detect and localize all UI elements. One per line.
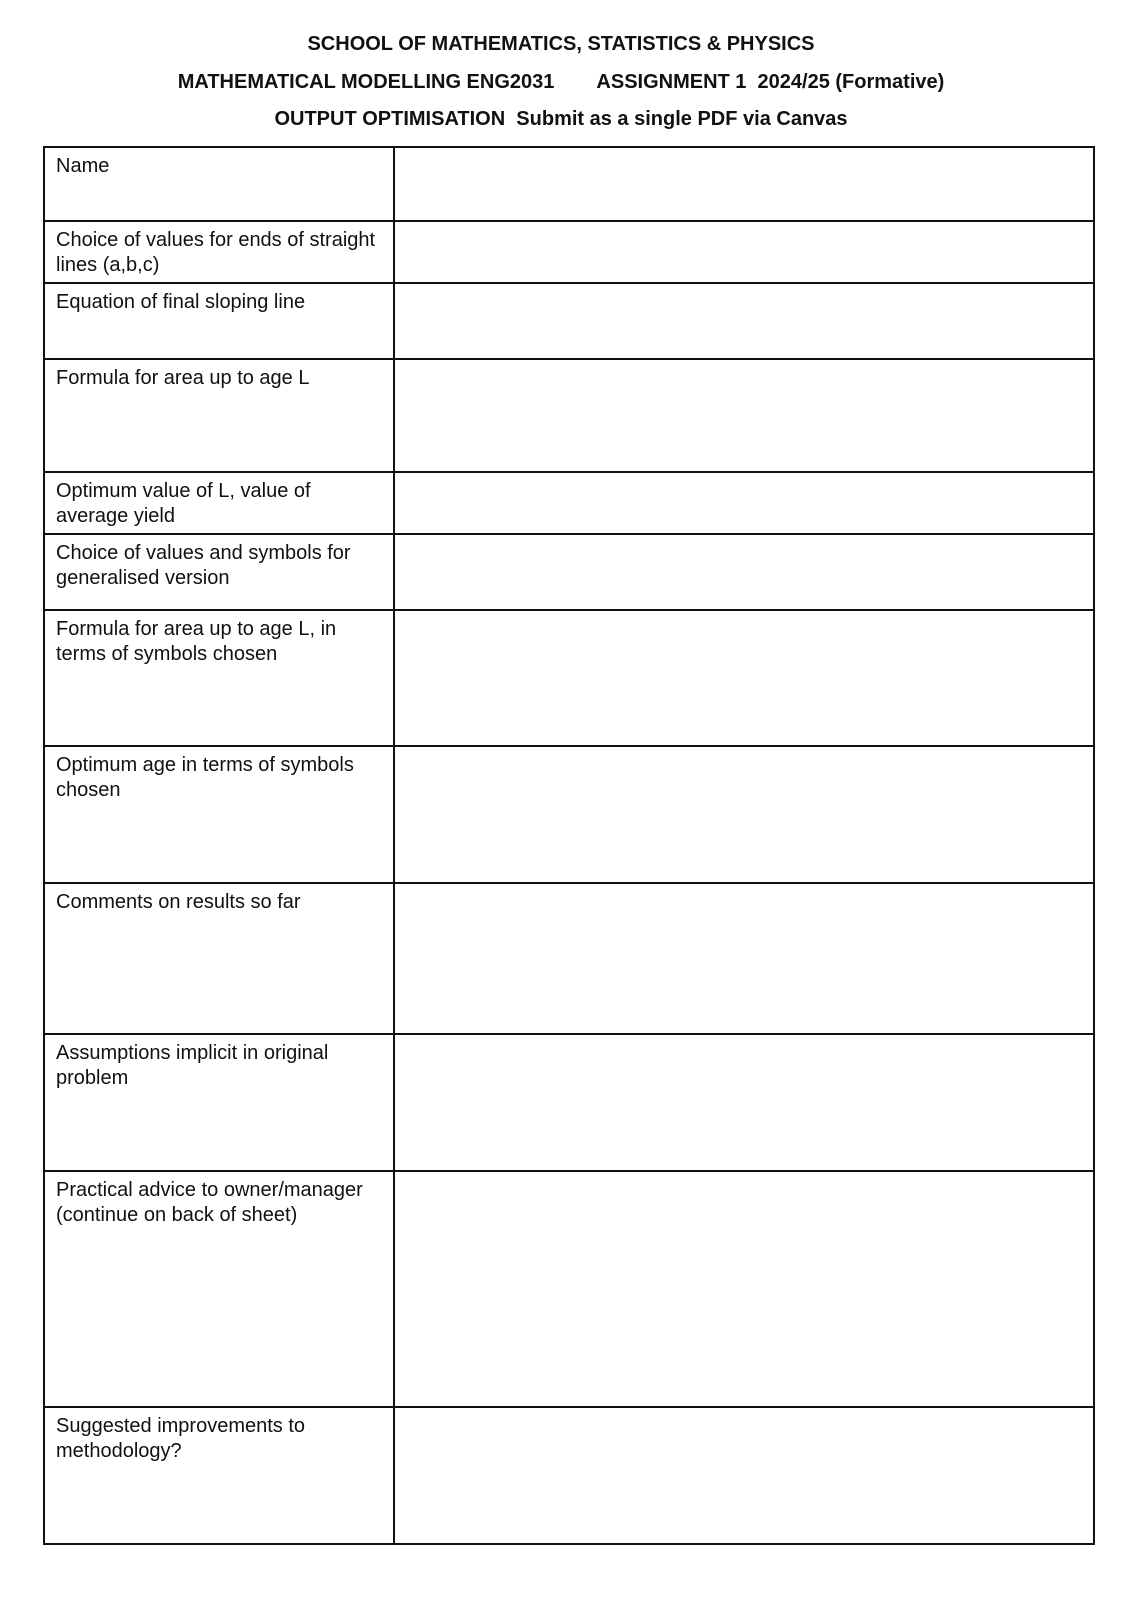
form-row-generalised-symbols xyxy=(44,534,1094,610)
form-row-line-ends xyxy=(44,221,1094,283)
form-row-optimum-age xyxy=(44,746,1094,883)
module-title: MATHEMATICAL MODELLING ENG2031 xyxy=(177,71,555,93)
row-label: Formula for area up to age L, in terms of symbols chosen xyxy=(44,610,394,746)
answer-cell-practical-advice[interactable] xyxy=(394,1171,1094,1407)
form-row-improvements xyxy=(44,1407,1094,1544)
answer-cell-name[interactable] xyxy=(394,147,1094,221)
row-label: Suggested improvements to methodology? xyxy=(44,1407,394,1544)
form-row-name xyxy=(44,147,1094,221)
row-label: Choice of values for ends of straight lines (a,b,c) xyxy=(44,221,394,283)
topic-line: OUTPUT OPTIMISATION Submit as a single PDF via Canvas xyxy=(274,108,848,130)
row-label: Equation of final sloping line xyxy=(44,283,394,359)
form-row-area-formula xyxy=(44,359,1094,472)
row-label: Name xyxy=(44,147,394,221)
school-title: SCHOOL OF MATHEMATICS, STATISTICS & PHYSICS xyxy=(307,33,815,55)
form-row-sloping-line xyxy=(44,283,1094,359)
answer-cell-improvements[interactable] xyxy=(394,1407,1094,1544)
form-row-practical-advice xyxy=(44,1171,1094,1407)
answer-cell-optimum-l[interactable] xyxy=(394,472,1094,534)
answer-cell-line-ends[interactable] xyxy=(394,221,1094,283)
answer-cell-generalised-symbols[interactable] xyxy=(394,534,1094,610)
row-label: Comments on results so far xyxy=(44,883,394,1034)
form-row-comments xyxy=(44,883,1094,1034)
row-label: Optimum age in terms of symbols chosen xyxy=(44,746,394,883)
row-label: Choice of values and symbols for generalised version xyxy=(44,534,394,610)
answer-cell-area-formula[interactable] xyxy=(394,359,1094,472)
module-line xyxy=(0,70,1122,94)
row-label: Formula for area up to age L xyxy=(44,359,394,472)
row-label: Practical advice to owner/manager (continue on back of sheet) xyxy=(44,1171,394,1407)
answer-cell-comments[interactable] xyxy=(394,883,1094,1034)
answer-cell-area-formula-symbols[interactable] xyxy=(394,610,1094,746)
assignment-title: ASSIGNMENT 1 2024/25 (Formative) xyxy=(596,71,945,93)
row-label: Optimum value of L, value of average yield xyxy=(44,472,394,534)
answer-cell-optimum-age[interactable] xyxy=(394,746,1094,883)
answer-form-table xyxy=(43,146,1095,1545)
form-row-assumptions xyxy=(44,1034,1094,1171)
form-row-optimum-l xyxy=(44,472,1094,534)
answer-cell-assumptions[interactable] xyxy=(394,1034,1094,1171)
answer-cell-sloping-line[interactable] xyxy=(394,283,1094,359)
form-row-area-formula-symbols xyxy=(44,610,1094,746)
row-label: Assumptions implicit in original problem xyxy=(44,1034,394,1171)
